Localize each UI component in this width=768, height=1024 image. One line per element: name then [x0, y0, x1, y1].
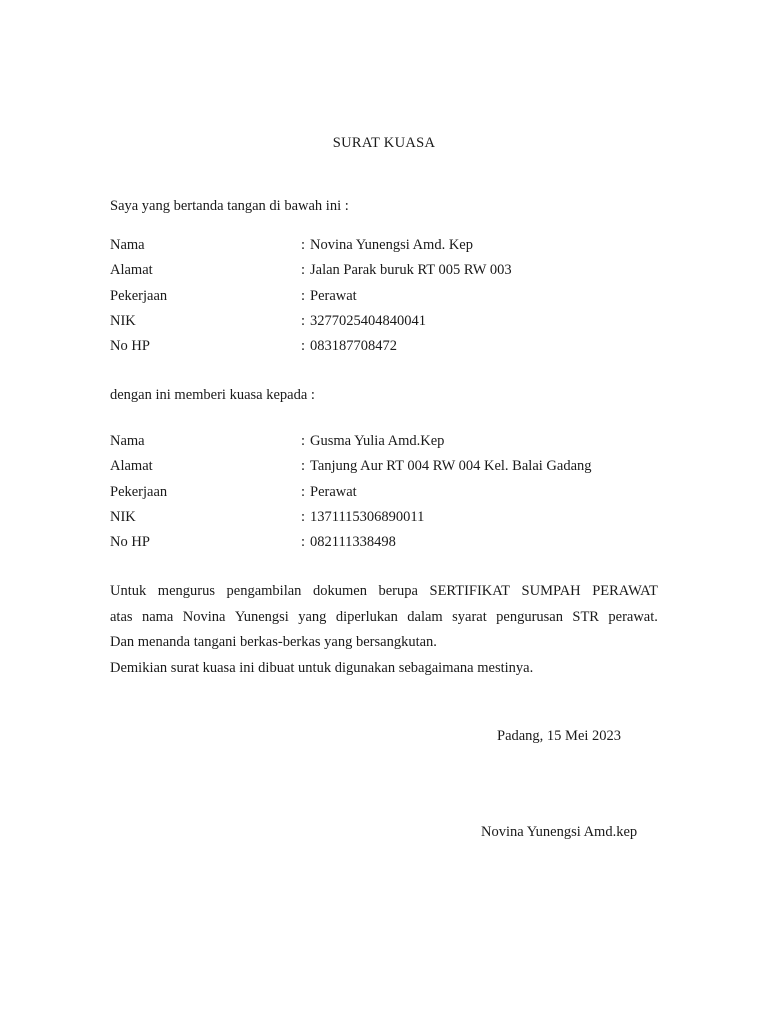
word: Novina	[182, 608, 226, 625]
field-colon: :	[301, 458, 306, 475]
word: pengurusan	[496, 608, 563, 625]
grantee-row-phone	[110, 532, 670, 557]
word: perawat.	[608, 608, 658, 625]
field-value: 082111338498	[310, 534, 396, 551]
field-value: Perawat	[310, 287, 357, 304]
grant-statement: dengan ini memberi kuasa kepada :	[110, 387, 315, 403]
grantee-row-nik	[110, 507, 670, 532]
field-label: Nama	[110, 433, 145, 449]
field-label: NIK	[110, 508, 136, 525]
grantee-fields	[110, 431, 670, 557]
paragraph-line-1	[110, 581, 658, 607]
field-colon: :	[301, 312, 306, 329]
grantee-row-occupation	[110, 482, 670, 507]
letter-title: SURAT KUASA	[332, 135, 436, 151]
field-value: 1371115306890011	[310, 508, 425, 525]
field-value: Novina Yunengsi Amd. Kep	[310, 237, 473, 253]
field-colon: :	[301, 338, 306, 355]
field-value: Perawat	[310, 483, 357, 500]
word: yang	[298, 608, 327, 625]
paragraph-line-2	[110, 607, 658, 633]
word: atas	[110, 608, 133, 625]
field-label: Nama	[110, 237, 145, 253]
grantee-row-name	[110, 431, 670, 456]
word: dalam	[407, 608, 443, 625]
word: Untuk	[110, 583, 147, 599]
field-colon: :	[301, 237, 306, 253]
grantor-row-name	[110, 235, 670, 260]
field-label: NIK	[110, 312, 136, 329]
field-colon: :	[301, 483, 306, 500]
grantor-row-phone	[110, 336, 670, 361]
field-label: Alamat	[110, 262, 153, 279]
field-label: Pekerjaan	[110, 483, 168, 500]
field-value: 3277025404840041	[310, 312, 426, 329]
word: PERAWAT	[592, 583, 658, 599]
word: pengambilan	[226, 583, 302, 599]
field-value: Jalan Parak buruk RT 005 RW 003	[310, 262, 512, 279]
field-colon: :	[301, 534, 306, 551]
grantor-fields	[110, 235, 670, 361]
word: dokumen	[312, 583, 367, 599]
field-colon: :	[301, 508, 306, 525]
signer-name: Novina Yunengsi Amd.kep	[481, 824, 638, 840]
word: syarat	[452, 608, 487, 625]
field-label: Pekerjaan	[110, 287, 168, 304]
field-value: Gusma Yulia Amd.Kep	[310, 433, 445, 449]
word: SERTIFIKAT	[429, 583, 510, 599]
word: SUMPAH	[521, 583, 581, 599]
paragraph-line-4: Demikian surat kuasa ini dibuat untuk digunakan sebagaimana mestinya.	[110, 659, 534, 676]
body-paragraph	[110, 581, 658, 683]
field-colon: :	[301, 287, 306, 304]
grantor-row-address	[110, 260, 670, 285]
field-label: No HP	[110, 338, 150, 355]
word: STR	[572, 608, 599, 625]
grantor-row-nik	[110, 311, 670, 336]
word: Yunengsi	[234, 608, 289, 625]
paragraph-line-3: Dan menanda tangani berkas-berkas yang bersangkutan.	[110, 634, 437, 650]
field-label: Alamat	[110, 458, 153, 475]
field-colon: :	[301, 433, 306, 449]
word: berupa	[378, 583, 418, 599]
field-value: Tanjung Aur RT 004 RW 004 Kel. Balai Gadang	[310, 458, 592, 475]
field-value: 083187708472	[310, 338, 397, 355]
field-colon: :	[301, 262, 306, 279]
word: diperlukan	[335, 608, 398, 625]
word: mengurus	[157, 583, 215, 599]
intro-text: Saya yang bertanda tangan di bawah ini :	[110, 198, 349, 214]
field-label: No HP	[110, 534, 150, 551]
grantee-row-address	[110, 456, 670, 481]
grantor-row-occupation	[110, 286, 670, 311]
letter-date: Padang, 15 Mei 2023	[497, 728, 622, 744]
word: nama	[141, 608, 174, 625]
